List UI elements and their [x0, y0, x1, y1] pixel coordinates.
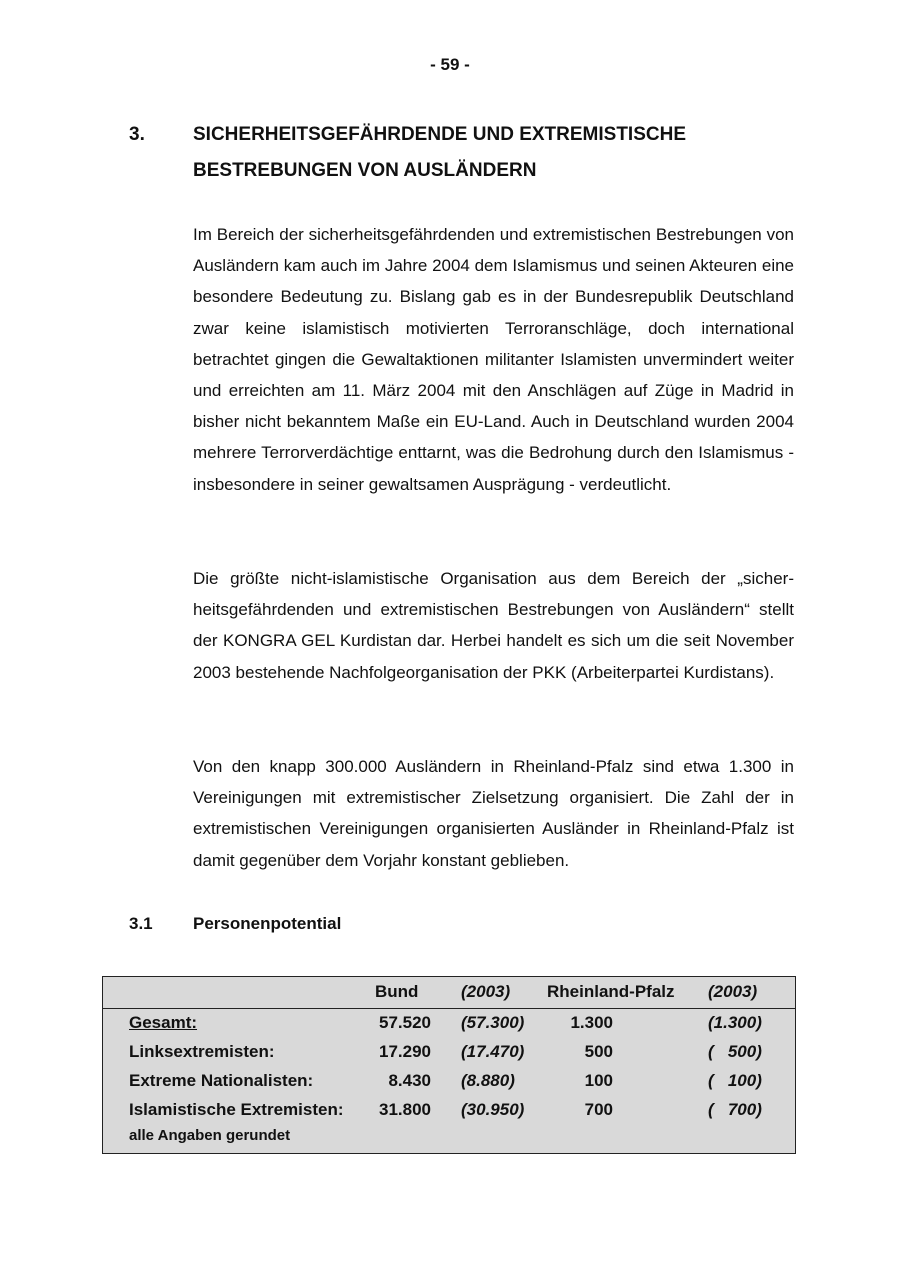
header-bund: Bund: [375, 982, 419, 1001]
section-title: Personenpotential: [193, 914, 342, 933]
section-heading: [129, 910, 341, 938]
row-rlp-2003: ( 100): [708, 1071, 762, 1090]
row-bund-2003: (30.950): [461, 1100, 525, 1119]
row-bund-2003: (8.880): [461, 1071, 515, 1090]
header-bund-2003: (2003): [461, 982, 511, 1001]
row-label: Linksextremisten:: [129, 1042, 275, 1061]
row-bund-2003: (17.470): [461, 1042, 525, 1061]
row-rlp-2003: (1.300): [708, 1013, 762, 1032]
row-bund: 17.290: [379, 1042, 431, 1061]
table-footnote: alle Angaben gerundet: [129, 1127, 291, 1144]
page-number: - 59 -: [430, 55, 470, 74]
row-rlp: 700: [584, 1100, 613, 1119]
section-number: 3.1: [129, 914, 153, 933]
row-bund-2003: (57.300): [461, 1013, 525, 1032]
row-label: Extreme Nationalisten:: [129, 1071, 314, 1090]
paragraph-islamismus: Im Bereich der sicherheitsgefährdenden und extremistischen Bestrebungen von Ausländern kam auch im Jahre 2004 dem Islamismus und seinen Akteuren eine besondere Bedeutung zu. Bislang gab es in der Bundesrepublik Deutschland zwar keine islamistisch motivierten Terroranschläge, doch international betrachtet gingen die Gewaltaktionen militanter Islamisten unvermindert weiter und erreichten am 11. März 2004 mit den Anschlägen auf Züge in Madrid in bisher nicht bekanntem Maße ein EU-Land. Auch in Deutschland wurden 2004 mehrere Terrorverdächtige enttarnt, was die Bedrohung durch den Islamismus - insbesondere in seiner gewaltsamen Ausprägung - verdeutlicht.: [193, 225, 795, 494]
row-bund: 8.430: [388, 1071, 431, 1090]
chapter-title-line-2: BESTREBUNGEN VON AUSLÄNDERN: [193, 160, 537, 181]
row-rlp: 1.300: [570, 1013, 613, 1032]
row-label: Islamistische Extremisten:: [129, 1100, 344, 1119]
row-rlp: 100: [584, 1071, 613, 1090]
row-rlp: 500: [584, 1042, 613, 1061]
row-label: Gesamt:: [129, 1013, 198, 1032]
row-rlp-2003: ( 700): [708, 1100, 762, 1119]
row-bund: 57.520: [379, 1013, 431, 1032]
chapter-number: 3.: [129, 124, 145, 145]
row-rlp-2003: ( 500): [708, 1042, 762, 1061]
paragraph-rheinland-pfalz: Von den knapp 300.000 Ausländern in Rheinland-Pfalz sind etwa 1.300 in Vereinigungen mit extremistischer Zielsetzung organisiert. Die Zahl der in extremistischen Vereinigungen organisierten Ausländer in Rheinland-Pfalz ist damit gegenüber dem Vorjahr konstant geblieben.: [193, 757, 794, 870]
chapter-heading: [129, 117, 809, 189]
personenpotential-table: [102, 976, 796, 1154]
header-rlp-2003: (2003): [708, 982, 758, 1001]
table-header-divider: [103, 1008, 795, 1009]
header-rheinland-pfalz: Rheinland-Pfalz: [547, 982, 675, 1001]
chapter-title-line-1: SICHERHEITSGEFÄHRDENDE UND EXTREMISTISCHE: [193, 124, 686, 145]
paragraph-kongra-gel: Die größte nicht-islamistische Organisation aus dem Bereich der „sicherheitsgefährdenden und extremistischen Bestrebungen von Ausländern“ stellt der KONGRA GEL Kurdistan dar. Herbei handelt es sich um die seit November 2003 bestehende Nachfolgeorganisation der PKK (Arbeiterpartei Kurdistans).: [193, 569, 794, 682]
row-bund: 31.800: [379, 1100, 431, 1119]
